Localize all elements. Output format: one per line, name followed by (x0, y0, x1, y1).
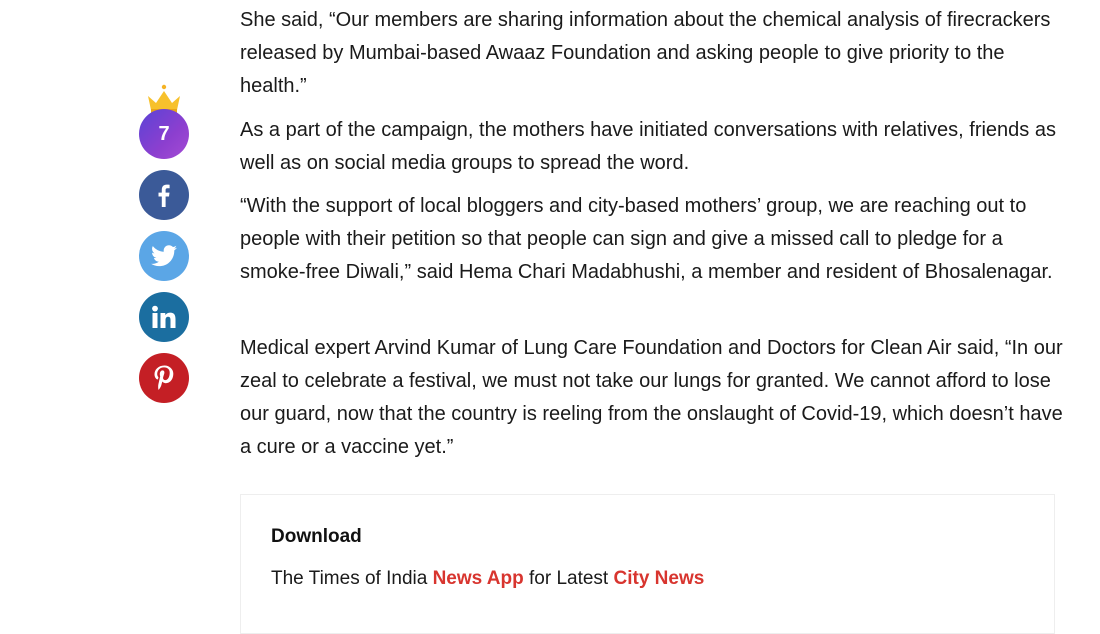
download-text-middle: for Latest (523, 568, 614, 589)
linkedin-share-button[interactable] (139, 292, 189, 342)
share-count: 7 (158, 122, 170, 145)
article-paragraph: Medical expert Arvind Kumar of Lung Care Foundation and Doctors for Clean Air said, “In our zeal to celebrate a festival, we must not take our lungs for granted. We cannot afford to lose our guard, now that the country is reeling from the onslaught of Covid-19, which doesn’t have a cure or a vaccine yet.” (240, 337, 1063, 458)
city-news-link[interactable]: City News (613, 568, 705, 589)
download-title: Download (271, 526, 362, 547)
twitter-share-button[interactable] (139, 231, 189, 281)
twitter-icon (151, 245, 177, 267)
share-count-badge (139, 109, 189, 159)
download-app-box (240, 494, 1055, 634)
pinterest-icon (154, 365, 174, 391)
pinterest-share-button[interactable] (139, 353, 189, 403)
facebook-share-button[interactable] (139, 170, 189, 220)
article-paragraph: As a part of the campaign, the mothers have initiated conversations with relatives, friends as well as on social media groups to spread the word. (240, 119, 1056, 174)
download-text (271, 568, 704, 590)
article-paragraph: “With the support of local bloggers and city-based mothers’ group, we are reaching out to people with their petition so that people can sign and give a missed call to pledge for a smoke-free Diwali,” said Hema Chari Madabhushi, a member and resident of Bhosalenagar. (240, 195, 1053, 283)
download-text-prefix: The Times of India (271, 568, 433, 589)
linkedin-icon (151, 305, 177, 329)
news-app-link[interactable]: News App (432, 568, 524, 589)
facebook-icon (153, 183, 175, 207)
article-paragraph: She said, “Our members are sharing information about the chemical analysis of firecrackers released by Mumbai-based Awaaz Foundation and asking people to give priority to the health.” (240, 9, 1051, 97)
